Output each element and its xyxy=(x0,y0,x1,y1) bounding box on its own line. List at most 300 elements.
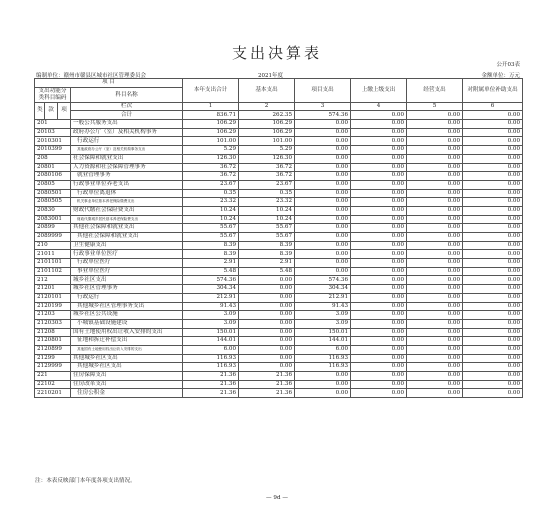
row-value: 0.00 xyxy=(463,163,523,172)
row-value: 36.72 xyxy=(183,172,239,181)
row-value: 0.00 xyxy=(351,137,407,146)
row-value: 0.00 xyxy=(239,302,295,311)
table-row xyxy=(35,380,523,389)
row-name: 征地和拆迁补偿支出 xyxy=(71,337,183,346)
row-value: 0.00 xyxy=(295,120,351,129)
row-value: 0.00 xyxy=(295,380,351,389)
row-value: 0.00 xyxy=(239,363,295,372)
row-value: 116.93 xyxy=(295,363,351,372)
row-value: 2.91 xyxy=(239,259,295,268)
row-value: 0.00 xyxy=(239,345,295,354)
row-code: 210 xyxy=(35,241,71,250)
row-code: 2080501 xyxy=(35,189,71,198)
table-row xyxy=(35,328,523,337)
row-value: 10.24 xyxy=(239,215,295,224)
row-value: 3.09 xyxy=(183,319,239,328)
row-name: 行政运行 xyxy=(71,293,183,302)
row-value: 0.00 xyxy=(463,172,523,181)
row-value: 0.00 xyxy=(351,372,407,381)
row-value: 91.43 xyxy=(295,302,351,311)
row-name: 卫生健康支出 xyxy=(71,241,183,250)
row-value: 0.00 xyxy=(463,267,523,276)
row-value: 5.48 xyxy=(183,267,239,276)
row-code: 2120101 xyxy=(35,293,71,302)
footnote: 注：本表反映部门本年度各项支出情况。 xyxy=(35,478,136,484)
row-name: 政府办公厅（室）及相关机构事务 xyxy=(71,128,183,137)
row-code: 208 xyxy=(35,154,71,163)
form-code: 公开03表 xyxy=(496,62,520,68)
row-value: 55.67 xyxy=(183,233,239,242)
row-value: 0.00 xyxy=(295,250,351,259)
row-code: 2080106 xyxy=(35,172,71,181)
row-value: 21.36 xyxy=(239,380,295,389)
row-value: 0.00 xyxy=(351,154,407,163)
row-value: 0.00 xyxy=(463,128,523,137)
row-code: 2120303 xyxy=(35,319,71,328)
row-value: 0.00 xyxy=(463,311,523,320)
row-value: 0.00 xyxy=(351,180,407,189)
row-value: 116.93 xyxy=(183,354,239,363)
row-value: 6.00 xyxy=(183,345,239,354)
row-value: 144.01 xyxy=(183,337,239,346)
row-value: 0.00 xyxy=(407,198,463,207)
row-value: 126.30 xyxy=(183,154,239,163)
row-value: 0.00 xyxy=(407,276,463,285)
row-value: 0.00 xyxy=(295,389,351,398)
row-value: 0.00 xyxy=(407,380,463,389)
row-value: 3.09 xyxy=(295,319,351,328)
row-value: 0.00 xyxy=(407,285,463,294)
row-value: 106.29 xyxy=(239,128,295,137)
table-row xyxy=(35,146,523,155)
row-value: 106.29 xyxy=(239,120,295,129)
project-exp-header: 项目支出 xyxy=(295,79,351,103)
row-value: 0.00 xyxy=(463,120,523,129)
row-value: 0.00 xyxy=(463,389,523,398)
row-code: 2101101 xyxy=(35,259,71,268)
row-value: 0.00 xyxy=(351,120,407,129)
row-value: 0.00 xyxy=(239,311,295,320)
row-value: 0.00 xyxy=(407,180,463,189)
row-value: 0.00 xyxy=(351,354,407,363)
row-name: 事业单位医疗 xyxy=(71,267,183,276)
table-body xyxy=(35,120,523,398)
row-value: 0.00 xyxy=(239,337,295,346)
row-value: 0.00 xyxy=(295,137,351,146)
row-value: 0.00 xyxy=(351,250,407,259)
row-value: 0.00 xyxy=(351,311,407,320)
row-value: 0.00 xyxy=(351,189,407,198)
row-value: 0.00 xyxy=(295,189,351,198)
table-row xyxy=(35,241,523,250)
row-value: 0.00 xyxy=(351,319,407,328)
row-value: 116.93 xyxy=(295,354,351,363)
row-value: 0.00 xyxy=(295,206,351,215)
row-value: 0.00 xyxy=(407,241,463,250)
row-name: 财政代缴城乡居民基本养老保险费支出 xyxy=(71,215,183,224)
row-name: 城乡社区支出 xyxy=(71,276,183,285)
row-name: 住房改革支出 xyxy=(71,380,183,389)
row-value: 0.35 xyxy=(183,189,239,198)
row-value: 0.00 xyxy=(239,354,295,363)
row-value: 0.00 xyxy=(407,146,463,155)
page-number: — 9d — xyxy=(266,495,288,501)
row-code: 2120801 xyxy=(35,337,71,346)
row-code: 21011 xyxy=(35,250,71,259)
row-value: 0.00 xyxy=(295,154,351,163)
row-value: 0.00 xyxy=(239,328,295,337)
table-row xyxy=(35,267,523,276)
table-row xyxy=(35,372,523,381)
row-value: 0.00 xyxy=(407,293,463,302)
row-value: 212.91 xyxy=(295,293,351,302)
row-value: 0.00 xyxy=(351,302,407,311)
row-value: 304.34 xyxy=(183,285,239,294)
row-value: 0.00 xyxy=(463,180,523,189)
row-value: 55.67 xyxy=(183,224,239,233)
row-code: 2083001 xyxy=(35,215,71,224)
row-code: 21299 xyxy=(35,354,71,363)
xiang-header: 项 xyxy=(58,102,71,119)
row-value: 0.00 xyxy=(239,293,295,302)
row-value: 0.00 xyxy=(295,224,351,233)
row-value: 0.00 xyxy=(295,215,351,224)
row-value: 0.35 xyxy=(239,189,295,198)
table-row xyxy=(35,293,523,302)
row-name: 其他社会保障和就业支出 xyxy=(71,224,183,233)
row-value: 21.36 xyxy=(183,389,239,398)
row-value: 0.00 xyxy=(295,128,351,137)
row-value: 0.00 xyxy=(295,180,351,189)
total-value: 262.35 xyxy=(239,111,295,120)
row-value: 0.00 xyxy=(295,259,351,268)
row-value: 0.00 xyxy=(351,163,407,172)
code-group-header: 支出功能分类科目编码 xyxy=(35,87,71,102)
currency-label: 金额单位：万元 xyxy=(481,73,520,79)
row-name: 行政单位离退休 xyxy=(71,189,183,198)
row-value: 0.00 xyxy=(463,285,523,294)
row-value: 0.00 xyxy=(407,337,463,346)
basic-header: 基本支出 xyxy=(239,79,295,103)
row-code: 20801 xyxy=(35,163,71,172)
row-value: 0.00 xyxy=(407,302,463,311)
row-name: 行政事业单位养老支出 xyxy=(71,180,183,189)
row-value: 5.48 xyxy=(239,267,295,276)
row-value: 126.30 xyxy=(239,154,295,163)
row-name: 一般公共服务支出 xyxy=(71,120,183,129)
row-value: 0.00 xyxy=(463,241,523,250)
row-value: 0.00 xyxy=(351,215,407,224)
table-row xyxy=(35,154,523,163)
row-code: 20899 xyxy=(35,224,71,233)
row-value: 0.00 xyxy=(295,241,351,250)
row-value: 0.00 xyxy=(463,137,523,146)
row-value: 0.00 xyxy=(463,189,523,198)
page-title: 支出决算表 xyxy=(231,44,322,62)
row-value: 23.67 xyxy=(183,180,239,189)
row-value: 0.00 xyxy=(463,363,523,372)
row-value: 0.00 xyxy=(463,224,523,233)
col-num: 1 xyxy=(183,102,239,111)
row-code: 2010301 xyxy=(35,137,71,146)
row-value: 55.67 xyxy=(239,224,295,233)
total-value: 0.00 xyxy=(463,111,523,120)
row-code: 22102 xyxy=(35,380,71,389)
row-value: 21.36 xyxy=(183,372,239,381)
row-name: 财政代缴社会保险费支出 xyxy=(71,206,183,215)
col-num: 3 xyxy=(295,102,351,111)
row-value: 574.36 xyxy=(183,276,239,285)
name-header: 科目名称 xyxy=(71,87,183,102)
table-row xyxy=(35,389,523,398)
row-name: 其他社会保障和就业支出 xyxy=(71,233,183,242)
row-value: 0.00 xyxy=(351,206,407,215)
row-name: 小城镇基础设施建设 xyxy=(71,319,183,328)
row-value: 36.72 xyxy=(239,172,295,181)
total-row-label: 合计 xyxy=(71,111,183,120)
row-value: 23.32 xyxy=(183,198,239,207)
row-value: 0.00 xyxy=(463,259,523,268)
row-value: 0.00 xyxy=(351,285,407,294)
row-code: 2010399 xyxy=(35,146,71,155)
row-value: 116.93 xyxy=(183,363,239,372)
table-row xyxy=(35,137,523,146)
table-row xyxy=(35,285,523,294)
table-row xyxy=(35,337,523,346)
project-header: 项 目 xyxy=(35,79,183,88)
row-value: 23.32 xyxy=(239,198,295,207)
row-value: 0.00 xyxy=(463,354,523,363)
row-name: 住房保障支出 xyxy=(71,372,183,381)
table-row xyxy=(35,276,523,285)
row-name: 城乡社区公共设施 xyxy=(71,311,183,320)
row-name: 社会保障和就业支出 xyxy=(71,154,183,163)
row-value: 0.00 xyxy=(351,241,407,250)
row-value: 0.00 xyxy=(239,285,295,294)
subsidy-header: 对附属单位补助支出 xyxy=(463,79,523,103)
row-value: 0.00 xyxy=(351,380,407,389)
row-value: 21.36 xyxy=(183,380,239,389)
col-label: 栏次 xyxy=(71,102,183,111)
row-value: 0.00 xyxy=(463,345,523,354)
total-value: 0.00 xyxy=(351,111,407,120)
row-value: 0.00 xyxy=(463,250,523,259)
row-value: 0.00 xyxy=(351,337,407,346)
row-value: 0.00 xyxy=(407,224,463,233)
unit-label: 编制单位：赣州市赣县区城市社区管理委员会 xyxy=(36,73,147,79)
table-row xyxy=(35,163,523,172)
row-value: 0.00 xyxy=(463,293,523,302)
row-value: 0.00 xyxy=(351,345,407,354)
row-value: 0.00 xyxy=(351,259,407,268)
row-value: 0.00 xyxy=(351,267,407,276)
row-value: 0.00 xyxy=(295,172,351,181)
row-value: 0.00 xyxy=(463,302,523,311)
row-name: 住房公积金 xyxy=(71,389,183,398)
row-name: 行政单位医疗 xyxy=(71,259,183,268)
row-value: 10.24 xyxy=(183,206,239,215)
table-row xyxy=(35,345,523,354)
row-value: 0.00 xyxy=(407,311,463,320)
row-value: 0.00 xyxy=(295,267,351,276)
row-value: 0.00 xyxy=(407,319,463,328)
row-value: 0.00 xyxy=(407,163,463,172)
row-value: 0.00 xyxy=(407,372,463,381)
row-value: 0.00 xyxy=(295,198,351,207)
row-value: 212.91 xyxy=(183,293,239,302)
table-row xyxy=(35,172,523,181)
table-row xyxy=(35,363,523,372)
row-value: 0.00 xyxy=(463,319,523,328)
row-value: 0.00 xyxy=(407,267,463,276)
expenditure-table xyxy=(34,78,523,398)
kuan-header: 款 xyxy=(45,102,58,119)
row-value: 0.00 xyxy=(295,233,351,242)
row-value: 574.36 xyxy=(295,276,351,285)
row-name: 其他城乡社区支出 xyxy=(71,363,183,372)
row-code: 20103 xyxy=(35,128,71,137)
row-value: 0.00 xyxy=(463,233,523,242)
row-value: 0.00 xyxy=(351,389,407,398)
row-name: 行政运行 xyxy=(71,137,183,146)
row-value: 21.36 xyxy=(239,389,295,398)
table-row xyxy=(35,250,523,259)
row-value: 0.00 xyxy=(463,198,523,207)
total-value: 0.00 xyxy=(407,111,463,120)
row-code: 20805 xyxy=(35,180,71,189)
table-row xyxy=(35,233,523,242)
row-value: 8.39 xyxy=(239,241,295,250)
row-name: 人力资源和社会保障管理事务 xyxy=(71,163,183,172)
row-value: 0.00 xyxy=(407,215,463,224)
row-value: 23.67 xyxy=(239,180,295,189)
year-label: 2021年度 xyxy=(258,73,283,79)
col-num: 6 xyxy=(463,102,523,111)
row-value: 0.00 xyxy=(351,233,407,242)
row-value: 0.00 xyxy=(407,206,463,215)
table-row xyxy=(35,215,523,224)
row-value: 0.00 xyxy=(463,328,523,337)
total-value: 574.36 xyxy=(295,111,351,120)
row-code: 201 xyxy=(35,120,71,129)
upper-header: 上缴上级支出 xyxy=(351,79,407,103)
row-value: 0.00 xyxy=(407,120,463,129)
row-code: 221 xyxy=(35,372,71,381)
row-value: 0.00 xyxy=(351,198,407,207)
row-value: 3.09 xyxy=(295,311,351,320)
row-value: 304.34 xyxy=(295,285,351,294)
row-code: 21208 xyxy=(35,328,71,337)
row-value: 0.00 xyxy=(407,389,463,398)
row-value: 0.00 xyxy=(351,363,407,372)
row-value: 101.00 xyxy=(239,137,295,146)
row-name: 其他城乡社区管理事务支出 xyxy=(71,302,183,311)
total-value: 836.71 xyxy=(183,111,239,120)
row-value: 101.00 xyxy=(183,137,239,146)
row-value: 0.00 xyxy=(351,146,407,155)
table-row xyxy=(35,259,523,268)
row-value: 10.24 xyxy=(239,206,295,215)
row-value: 0.00 xyxy=(351,128,407,137)
row-value: 0.00 xyxy=(463,380,523,389)
row-value: 0.00 xyxy=(295,372,351,381)
row-value: 10.24 xyxy=(183,215,239,224)
table-row xyxy=(35,206,523,215)
row-value: 0.00 xyxy=(407,128,463,137)
table-row xyxy=(35,198,523,207)
row-value: 0.00 xyxy=(407,189,463,198)
table-row xyxy=(35,354,523,363)
row-name: 其他国有土地使用权出让收入安排的支出 xyxy=(71,345,183,354)
row-value: 8.39 xyxy=(239,250,295,259)
row-value: 0.00 xyxy=(351,172,407,181)
row-name: 行政事业单位医疗 xyxy=(71,250,183,259)
row-code: 2210201 xyxy=(35,389,71,398)
col-num: 5 xyxy=(407,102,463,111)
row-value: 0.00 xyxy=(463,146,523,155)
row-value: 106.29 xyxy=(183,120,239,129)
row-value: 0.00 xyxy=(351,328,407,337)
row-name: 城乡社区管理事务 xyxy=(71,285,183,294)
total-header: 本年支出合计 xyxy=(183,79,239,103)
row-name: 国有土地使用权出让收入安排的支出 xyxy=(71,328,183,337)
row-value: 8.39 xyxy=(183,241,239,250)
row-name: 其他城乡社区支出 xyxy=(71,354,183,363)
row-value: 0.00 xyxy=(351,293,407,302)
row-value: 0.00 xyxy=(407,259,463,268)
row-value: 6.00 xyxy=(295,345,351,354)
row-value: 0.00 xyxy=(407,154,463,163)
row-name: 就业管理事务 xyxy=(71,172,183,181)
row-value: 0.00 xyxy=(407,345,463,354)
row-code: 21201 xyxy=(35,285,71,294)
row-code: 2080505 xyxy=(35,198,71,207)
row-value: 0.00 xyxy=(463,337,523,346)
row-code: 2101102 xyxy=(35,267,71,276)
table-row xyxy=(35,189,523,198)
row-value: 0.00 xyxy=(407,328,463,337)
table-row xyxy=(35,120,523,129)
table-row xyxy=(35,180,523,189)
row-value: 144.01 xyxy=(295,337,351,346)
row-value: 5.29 xyxy=(183,146,239,155)
row-code: 21203 xyxy=(35,311,71,320)
row-value: 0.00 xyxy=(407,250,463,259)
row-value: 0.00 xyxy=(463,215,523,224)
row-code: 2120899 xyxy=(35,345,71,354)
business-header: 经营支出 xyxy=(407,79,463,103)
class-header: 类 xyxy=(35,102,45,119)
row-value: 0.00 xyxy=(463,206,523,215)
row-value: 36.72 xyxy=(239,163,295,172)
row-value: 3.09 xyxy=(183,311,239,320)
row-value: 5.29 xyxy=(239,146,295,155)
row-value: 0.00 xyxy=(407,354,463,363)
row-code: 2120199 xyxy=(35,302,71,311)
table-row xyxy=(35,128,523,137)
row-name: 机关事业单位基本养老保险缴费支出 xyxy=(71,198,183,207)
table-row xyxy=(35,311,523,320)
row-value: 0.00 xyxy=(351,276,407,285)
row-code: 212 xyxy=(35,276,71,285)
row-value: 0.00 xyxy=(239,276,295,285)
row-value: 91.43 xyxy=(183,302,239,311)
row-value: 0.00 xyxy=(407,233,463,242)
row-value: 0.00 xyxy=(463,372,523,381)
col-num: 4 xyxy=(351,102,407,111)
table-row xyxy=(35,302,523,311)
table-row xyxy=(35,319,523,328)
